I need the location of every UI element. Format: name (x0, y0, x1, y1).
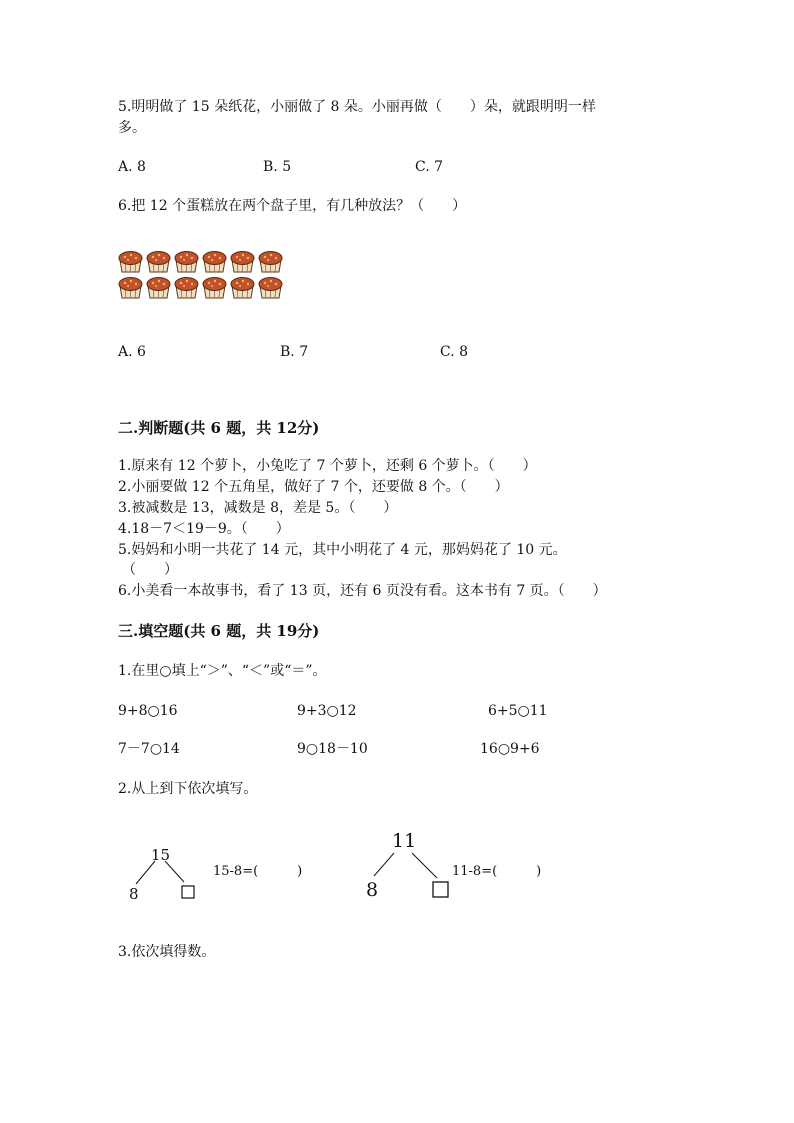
section2-title: 二.判断题(共 6 题，共 12分) (118, 419, 320, 437)
s3-q1-r2-c2: 9○18－10 (297, 741, 368, 757)
number-tree-1 (125, 842, 205, 904)
s3-q1-text: 1.在里○填上“＞”、“＜”或“＝”。 (118, 663, 327, 679)
cake-4 (203, 252, 226, 273)
cake-2 (147, 252, 170, 273)
s2-item-6: 6.小美看一本故事书，看了 13 页，还有 6 页没有看。这本书有 7 页。（ ） (118, 583, 607, 599)
tree1-equation: 15-8=( ) (213, 864, 303, 879)
s2-item-3: 3.被减数是 13，减数是 8，差是 5。（ ） (118, 500, 398, 516)
q5-text-line2: 多。 (118, 120, 146, 136)
cake-9 (175, 278, 198, 299)
s3-q3-text: 3.依次填得数。 (118, 944, 216, 960)
tree2-left: 8 (366, 879, 379, 901)
cakes-svg (118, 250, 293, 302)
q6-text: 6.把 12 个蛋糕放在两个盘子里，有几种放法？（ ） (118, 198, 467, 214)
q6-option-c: C. 8 (440, 344, 469, 360)
s3-q1-r2-c3: 16○9+6 (480, 741, 540, 757)
q5-text-line1: 5.明明做了 15 朵纸花，小丽做了 8 朵。小丽再做（ ）朵，就跟明明一样 (118, 99, 596, 115)
q6-option-a: A. 6 (118, 344, 146, 360)
s2-item-5-bracket: （ ） (122, 562, 178, 578)
q5-option-c: C. 7 (415, 159, 444, 175)
q6-option-b: B. 7 (280, 344, 309, 360)
tree2-equation: 11-8=( ) (452, 864, 542, 879)
s2-item-5: 5.妈妈和小明一共花了 14 元，其中小明花了 4 元，那妈妈花了 10 元。 (118, 542, 567, 558)
tree1-left: 8 (129, 885, 139, 903)
s3-q2-text: 2.从上到下依次填写。 (118, 781, 258, 797)
q5-option-a: A. 8 (118, 159, 146, 175)
cake-10 (203, 278, 226, 299)
section3-title: 三.填空题(共 6 题，共 19分) (118, 622, 320, 640)
s3-q1-r1-c2: 9+3○12 (297, 703, 357, 719)
s2-item-4: 4.18－7＜19－9。（ ） (118, 521, 290, 537)
s2-item-1: 1.原来有 12 个萝卜，小兔吃了 7 个萝卜，还剩 6 个萝卜。（ ） (118, 458, 537, 474)
cake-6 (259, 252, 282, 273)
s3-q1-r2-c1: 7－7○14 (118, 741, 180, 757)
tree1-top: 15 (151, 846, 171, 864)
answer-box (182, 886, 194, 898)
cake-11 (231, 278, 254, 299)
s2-item-2: 2.小丽要做 12 个五角星，做好了 7 个，还要做 8 个。（ ） (118, 479, 509, 495)
cake-1 (119, 252, 142, 273)
tree2-top: 11 (392, 830, 417, 852)
q5-option-b: B. 5 (263, 159, 292, 175)
cake-8 (147, 278, 170, 299)
answer-box (433, 882, 448, 897)
cake-3 (175, 252, 198, 273)
s3-q1-r1-c1: 9+8○16 (118, 703, 178, 719)
cake-5 (231, 252, 254, 273)
s3-q1-r1-c3: 6+5○11 (488, 703, 548, 719)
cake-image-group (118, 250, 293, 302)
cake-12 (259, 278, 282, 299)
cake-7 (119, 278, 142, 299)
number-tree-2 (362, 830, 452, 905)
